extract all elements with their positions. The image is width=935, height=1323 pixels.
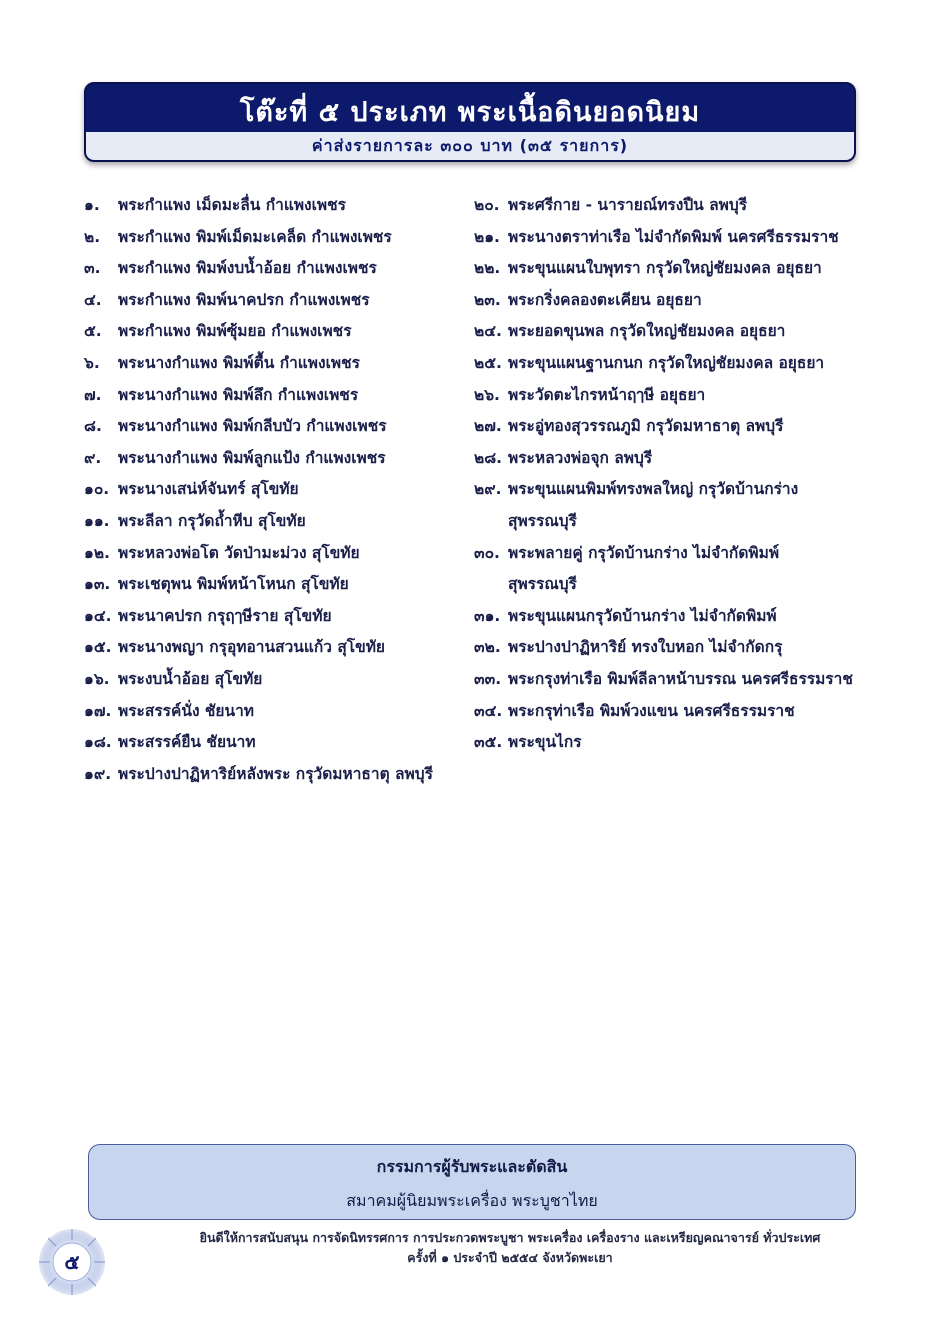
item-text: พระงบน้ำอ้อย สุโขทัย [118, 669, 263, 688]
item-text: พระสรรค์ยืน ชัยนาท [118, 733, 256, 752]
list-item [84, 476, 454, 508]
item-text: พระกริ่งคลองตะเคียน อยุธยา [508, 290, 702, 309]
list-item [474, 698, 874, 730]
item-text: พระกำแพง พิมพ์นาคปรก กำแพงเพชร [118, 290, 370, 309]
item-number: ๘. [84, 417, 102, 436]
page-subtitle: ค่าส่งรายการละ ๓๐๐ บาท (๓๕ รายการ) [86, 132, 854, 160]
item-number: ๒. [84, 227, 101, 246]
item-text: พระขุนแผนพิมพ์ทรงพลใหญ่ กรุวัดบ้านกร่าง [508, 480, 799, 499]
list-item [84, 382, 454, 414]
item-text: พระกำแพง เม็ดมะลื่น กำแพงเพชร [118, 196, 346, 214]
item-number: ๕. [84, 322, 102, 341]
item-number: ๒๑. [474, 227, 500, 246]
item-text: พระปางปาฏิหาริย์ ทรงใบหอก ไม่จำกัดกรุ [508, 638, 783, 657]
committee-box [88, 1144, 856, 1220]
item-number: ๑๒. [84, 543, 110, 562]
item-number: ๙. [84, 448, 102, 467]
list-item [84, 603, 454, 635]
item-number: ๑๑. [84, 511, 110, 530]
item-number: ๒๔. [474, 322, 502, 341]
list-item [474, 445, 874, 477]
item-text: พระหลวงพ่อจุก ลพบุรี [508, 448, 653, 467]
item-text: พระวัดตะไกรหน้าฤๅษี อยุธยา [508, 385, 706, 404]
item-text: พระสรรค์นั่ง ชัยนาท [118, 701, 255, 720]
page-number: ๕ [64, 1250, 80, 1274]
association-name: สมาคมผู้นิยมพระเครื่อง พระบูชาไทย [346, 1191, 598, 1210]
item-text: พระนางกำแพง พิมพ์ลึก กำแพงเพชร [118, 385, 359, 404]
list-item [474, 476, 874, 508]
amulet-list-left [84, 192, 454, 792]
list-item [474, 287, 874, 319]
list-item [474, 413, 874, 445]
item-text: พระกำแพง พิมพ์เม็ดมะเคล็ด กำแพงเพชร [118, 227, 392, 246]
item-number: ๖. [84, 353, 100, 372]
item-text: พระนางกำแพง พิมพ์ลูกแป้ง กำแพงเพชร [118, 448, 386, 467]
list-item [84, 540, 454, 572]
header-banner [84, 82, 856, 162]
item-number: ๓๕. [474, 733, 503, 752]
list-item [84, 255, 454, 287]
list-item [84, 508, 454, 540]
item-number: ๑๘. [84, 733, 112, 752]
item-text: พระกรุท่าเรือ พิมพ์วงแขน นครศรีธรรมราช [508, 701, 795, 720]
list-item [84, 413, 454, 445]
list-item [84, 318, 454, 350]
list-item [84, 287, 454, 319]
item-text: พระขุนแผนฐานกนก กรุวัดใหญ่ชัยมงคล อยุธยา [508, 353, 825, 372]
item-text: พระนางตราท่าเรือ ไม่จำกัดพิมพ์ นครศรีธรรมราช [508, 227, 839, 246]
page-title: โต๊ะที่ ๕ ประเภท พระเนื้อดินยอดนิยม [239, 97, 701, 128]
item-number: ๒๐. [474, 196, 500, 214]
item-number: ๑๔. [84, 606, 112, 625]
list-item [474, 192, 874, 224]
item-number: ๒๖. [474, 385, 500, 404]
item-text-continuation: สุพรรณบุรี [508, 511, 577, 530]
item-number: ๒๒. [474, 259, 501, 278]
item-number: ๒๓. [474, 290, 501, 309]
list-item [474, 224, 874, 256]
item-text: พระกำแพง พิมพ์งบน้ำอ้อย กำแพงเพชร [118, 259, 377, 278]
item-number: ๓๐. [474, 543, 500, 562]
list-item [474, 540, 874, 572]
item-number: ๒๗. [474, 417, 502, 436]
list-item [84, 224, 454, 256]
list-item [84, 698, 454, 730]
list-item [474, 634, 874, 666]
list-item [474, 350, 874, 382]
list-item [84, 571, 454, 603]
list-item [84, 761, 454, 793]
item-number: ๓๒. [474, 638, 501, 657]
item-text: พระพลายคู่ กรุวัดบ้านกร่าง ไม่จำกัดพิมพ์ [508, 543, 780, 562]
item-number: ๒๘. [474, 448, 503, 467]
item-number: ๑๐. [84, 480, 110, 499]
list-item [84, 634, 454, 666]
item-text: พระขุนไกร [508, 733, 582, 752]
list-item [474, 318, 874, 350]
item-number: ๓๓. [474, 669, 502, 688]
list-item [84, 666, 454, 698]
item-text: พระขุนแผนใบพุทรา กรุวัดใหญ่ชัยมงคล อยุธยา [508, 259, 822, 278]
list-item [474, 255, 874, 287]
item-text: พระลีลา กรุวัดถ้ำหีบ สุโขทัย [118, 511, 306, 530]
item-text: พระขุนแผนกรุวัดบ้านกร่าง ไม่จำกัดพิมพ์ [508, 606, 777, 625]
item-number: ๑๕. [84, 638, 112, 657]
item-text: พระปางปาฏิหาริย์หลังพระ กรุวัดมหาธาตุ ลพบุรี [118, 764, 433, 783]
item-number: ๔. [84, 290, 102, 309]
list-item [474, 729, 874, 761]
item-text: พระกรุงท่าเรือ พิมพ์ลีลาหน้าบรรณ นครศรีธรรมราช [508, 669, 853, 688]
list-item [84, 445, 454, 477]
event-note: ครั้งที่ ๑ ประจำปี ๒๕๕๔ จังหวัดพะเยา [407, 1250, 613, 1265]
item-number: ๑. [84, 196, 100, 214]
list-item [474, 603, 874, 635]
item-text: พระนางกำแพง พิมพ์ตื้น กำแพงเพชร [118, 353, 360, 372]
list-item [84, 192, 454, 224]
item-number: ๑๗. [84, 701, 112, 720]
item-text: พระยอดขุนพล กรุวัดใหญ่ชัยมงคล อยุธยา [508, 322, 786, 341]
item-text: พระหลวงพ่อโต วัดป่ามะม่วง สุโขทัย [118, 543, 360, 562]
support-note: ยินดีให้การสนับสนุน การจัดนิทรรศการ การประกวดพระบูชา พระเครื่อง เครื่องราง และเหรียญคณาจารย์ ทั่วประเทศ [199, 1230, 821, 1245]
item-text: พระนางพญา กรุอุทอานสวนแก้ว สุโขทัย [118, 638, 386, 657]
item-text: พระเชตุพน พิมพ์หน้าโหนก สุโขทัย [118, 575, 349, 594]
list-item [84, 729, 454, 761]
item-number: ๑๓. [84, 575, 111, 594]
list-item [474, 382, 874, 414]
item-text-continuation: สุพรรณบุรี [508, 575, 577, 594]
page-number-badge [38, 1228, 106, 1296]
item-number: ๓. [84, 259, 101, 278]
item-text: พระนางกำแพง พิมพ์กลีบบัว กำแพงเพชร [118, 417, 387, 436]
item-number: ๒๕. [474, 353, 502, 372]
list-item [84, 350, 454, 382]
item-number: ๗. [84, 385, 102, 404]
item-number: ๒๙. [474, 480, 502, 499]
item-text: พระนาคปรก กรุฤๅษีราย สุโขทัย [118, 606, 332, 625]
item-text: พระกำแพง พิมพ์ซุ้มยอ กำแพงเพชร [118, 322, 352, 341]
item-text: พระศรีกาย - นารายณ์ทรงปืน ลพบุรี [508, 196, 748, 214]
item-text: พระนางเสน่ห์จันทร์ สุโขทัย [118, 480, 299, 499]
item-number: ๓๑. [474, 606, 501, 625]
item-number: ๓๔. [474, 701, 503, 720]
item-text: พระอู่ทองสุวรรณภูมิ กรุวัดมหาธาตุ ลพบุรี [508, 417, 784, 436]
item-number: ๑๙. [84, 764, 112, 783]
committee-title: กรรมการผู้รับพระและตัดสิน [376, 1157, 568, 1176]
list-item [474, 666, 874, 698]
item-number: ๑๖. [84, 669, 110, 688]
amulet-list-right [474, 192, 874, 761]
